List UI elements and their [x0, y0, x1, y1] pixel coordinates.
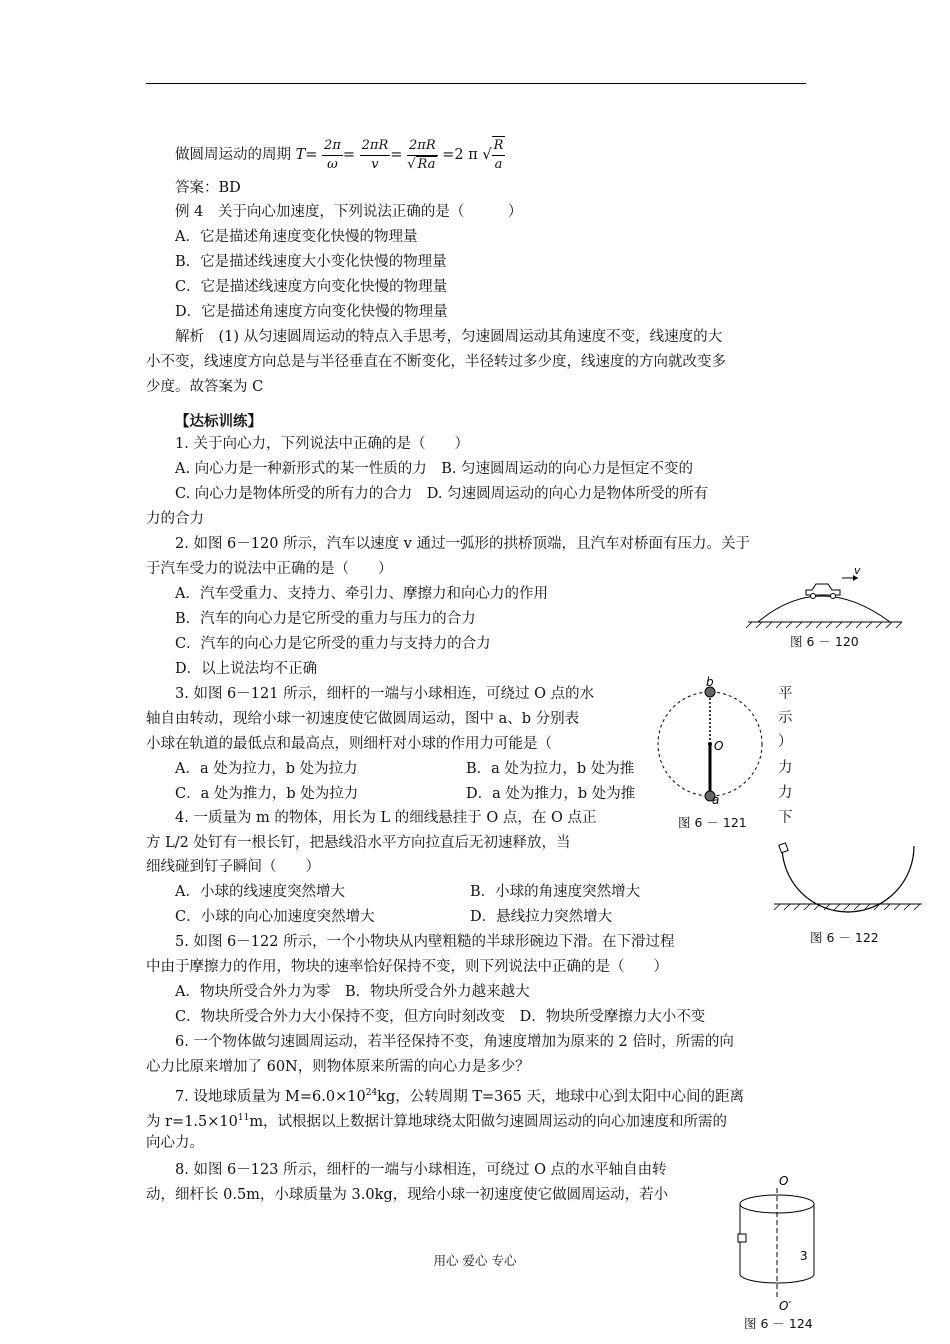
example4-analysis-2: 小不变，线速度方向总是与半径垂直在不断变化，半径转过多少度，线速度的方向就改变多: [146, 354, 726, 370]
q8-line-2: 动，细杆长 0.5m，小球质量为 3.0kg，现给小球一初速度使它做圆周运动，若小: [146, 1187, 669, 1203]
q7-line2-post: m，试根据以上数据计算地球绕太阳做匀速圆周运动的向心加速度和所需的: [249, 1113, 728, 1130]
q3-option-a: A．a 处为拉力，b 处为拉力: [175, 761, 358, 777]
formula-eq: =: [342, 147, 356, 163]
q2-option-b: B．汽车的向心力是它所受的重力与压力的合力: [175, 611, 476, 627]
fraction-2: [360, 137, 391, 174]
q4-line-2: 方 L/2 处钉有一根长钉，把悬线沿水平方向拉直后无初速释放，当: [146, 835, 571, 851]
q2-stem-2: 于汽车受力的说法中正确的是（ ）: [146, 561, 393, 577]
small-block: [779, 843, 788, 853]
example4-option-b: B．它是描述线速度大小变化快慢的物理量: [175, 254, 447, 270]
example4-option-a: A．它是描述角速度变化快慢的物理量: [175, 229, 418, 245]
q7-line1-pre: 7. 设地球质量为 M=6.0×10: [175, 1088, 366, 1105]
figure-6-121-caption: 图 6 － 121: [678, 815, 747, 830]
velocity-label: v: [854, 564, 861, 577]
q1-options-cont: 力的合力: [146, 511, 204, 527]
formula-tail: =2 π: [442, 147, 478, 163]
q4-option-c: C．小球的向心加速度突然增大: [175, 909, 375, 925]
fraction-1: [322, 137, 343, 174]
q3-side-char-4: 力: [778, 760, 793, 776]
q2-option-d: D．以上说法均不正确: [175, 661, 318, 677]
q8-line-1: 8. 如图 6－123 所示，细杆的一端与小球相连，可绕过 O 点的水平轴自由转: [175, 1162, 667, 1178]
q3-option-c: C．a 处为推力，b 处为拉力: [175, 786, 359, 802]
label-3: 3: [800, 1249, 808, 1263]
f1-num: 2π: [322, 137, 343, 156]
label-o-bottom: O′: [779, 1299, 792, 1312]
q7-line1-sup: 24: [365, 1088, 378, 1098]
period-formula: [175, 136, 505, 174]
fraction-3: [407, 137, 438, 174]
f1-den: ω: [327, 156, 338, 172]
section-title: 【达标训练】: [175, 414, 262, 430]
formula-eq: =: [390, 147, 403, 163]
q3-line-1: 3. 如图 6－121 所示，细杆的一端与小球相连，可绕过 O 点的水: [175, 686, 595, 702]
q5-options-cd: C．物块所受合外力大小保持不变，但方向时刻改变 D．物块所受摩擦力大小不变: [175, 1009, 706, 1025]
sqrt-term: √ $\frac{R}{a}$: [482, 138, 504, 172]
example4-question: 例 4 关于向心加速度，下列说法正确的是（ ）: [175, 204, 523, 220]
q7-line1-post: kg，公转周期 T=365 天，地球中心到太阳中心间的距离: [377, 1088, 744, 1105]
q4-line-1: 4. 一质量为 m 的物体，用长为 L 的细线悬挂于 O 点，在 O 点正: [175, 810, 597, 826]
q1-options-ab: A. 向心力是一种新形式的某一性质的力 B. 匀速圆周运动的向心力是恒定不变的: [175, 461, 694, 477]
q7-line-1: [175, 1083, 744, 1107]
q2-option-a: A．汽车受重力、支持力、牵引力、摩擦力和向心力的作用: [175, 586, 548, 602]
q3-line-2: 轴自由转动，现给小球一初速度使它做圆周运动，图中 a、b 分别表: [146, 711, 580, 727]
figure-6-122: [770, 838, 930, 928]
bridge-arc: [758, 596, 890, 622]
f3-den: Ra: [417, 156, 436, 172]
example4-analysis-1: 解析 (1) 从匀速圆周运动的特点入手思考，匀速圆周运动其角速度不变，线速度的大: [175, 329, 723, 345]
q7-line2-pre: 为 r=1.5×10: [146, 1113, 238, 1130]
formula-prefix: 做圆周运动的周期: [175, 147, 296, 163]
q5-line-1: 5. 如图 6－122 所示，一个小物块从内壁粗糙的半球形碗边下滑。在下滑过程: [175, 934, 675, 950]
label-o: O: [714, 739, 724, 753]
q6-line-2: 心力比原来增加了 60N，则物体原来所需的向心力是多少？: [146, 1059, 530, 1075]
example4-option-c: C．它是描述线速度方向变化快慢的物理量: [175, 279, 448, 295]
q3-option-b: B．a 处为拉力，b 处为推: [466, 761, 635, 777]
figure-6-124-caption: 图 6 － 124: [744, 1316, 813, 1331]
q3-line-3: 小球在轨道的最低点和最高点，则细杆对小球的作用力可能是（: [146, 736, 552, 752]
figure-6-121: [650, 672, 770, 812]
q3-side-char-6: 下: [778, 810, 793, 826]
q5-line-2: 中由于摩擦力的作用，物块的速率恰好保持不变，则下列说法中正确的是（ ）: [146, 959, 668, 975]
formula-T: T: [295, 147, 306, 163]
label-b: b: [706, 675, 714, 689]
page-footer: 用心 爱心 专心: [433, 1253, 517, 1268]
answer: 答案：BD: [175, 180, 241, 196]
q7-line2-sup: 11: [237, 1113, 250, 1123]
q3-side-char-3: ）: [778, 734, 793, 750]
q2-option-c: C．汽车的向心力是它所受的重力与支持力的合力: [175, 636, 491, 652]
example4-option-d: D．它是描述角速度方向变化快慢的物理量: [175, 304, 448, 320]
q7-line-2: [146, 1108, 727, 1132]
pivot-o: [708, 742, 712, 746]
q4-option-b: B．小球的角速度突然增大: [470, 884, 641, 900]
hemispherical-bowl: [782, 846, 914, 912]
q3-side-char-1: 平: [778, 686, 793, 702]
q4-option-a: A．小球的线速度突然增大: [175, 884, 345, 900]
formula-eq: =: [305, 147, 318, 163]
header-rule: [146, 83, 806, 84]
q3-option-d: D．a 处为推力，b 处为推: [466, 786, 636, 802]
figure-6-122-caption: 图 6 － 122: [810, 930, 879, 945]
small-object: [738, 1234, 746, 1242]
q3-side-char-2: 示: [778, 710, 793, 726]
q5-options-ab: A．物块所受合外力为零 B．物块所受合外力越来越大: [175, 984, 530, 1000]
f2-den: v: [371, 156, 379, 172]
label-a: a: [712, 793, 720, 807]
label-o-top: O: [779, 1174, 789, 1188]
f2-num: 2πR: [360, 137, 391, 156]
f3-den-wrap: √ Ra: [407, 156, 436, 172]
f3-num: 2πR: [407, 137, 438, 156]
f4-num: R: [492, 137, 506, 156]
q1-options-cd: C. 向心力是物体所受的所有力的合力 D. 匀速圆周运动的向心力是物体所受的所有: [175, 486, 709, 502]
example4-analysis-3: 少度。故答案为 C: [146, 379, 264, 395]
q2-stem-1: 2. 如图 6－120 所示，汽车以速度 v 通过一弧形的拱桥顶端，且汽车对桥面有压力。关于: [175, 536, 750, 552]
figure-6-124: [722, 1172, 822, 1312]
f4-den: a: [494, 157, 503, 172]
q4-option-d: D．悬线拉力突然增大: [470, 909, 613, 925]
q1-stem: 1. 关于向心力，下列说法中正确的是（ ）: [175, 436, 469, 452]
q3-side-char-5: 力: [778, 785, 793, 801]
q4-line-3: 细线碰到钉子瞬间（ ）: [146, 859, 320, 875]
figure-6-120-caption: 图 6 － 120: [790, 634, 859, 649]
q6-line-1: 6. 一个物体做匀速圆周运动，若半径保持不变，角速度增加为原来的 2 倍时，所需的向: [175, 1034, 734, 1050]
q7-line-3: 向心力。: [146, 1135, 204, 1151]
